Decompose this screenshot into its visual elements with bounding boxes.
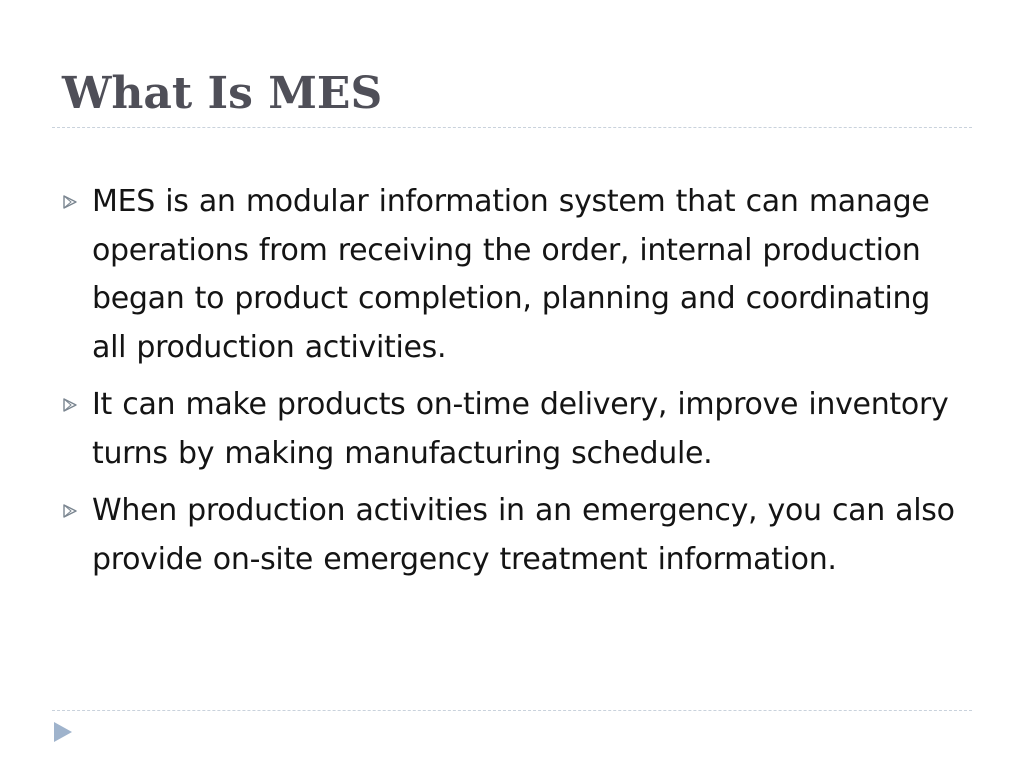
arrow-bullet-icon [62,381,84,430]
footer-divider [52,710,972,711]
slide-title: What Is MES [62,68,383,119]
play-arrow-icon[interactable] [52,720,74,744]
list-item [62,381,962,478]
bullet-text: When production activities in an emergency, you can also provide on-site emergency treatment information. [92,493,955,577]
title-divider [52,127,972,128]
list-item [62,487,962,584]
arrow-bullet-icon [62,178,84,227]
list-item [62,178,962,372]
bullet-text: MES is an modular information system that can manage operations from receiving the order, internal production began to product completion, planning and coordinating all production activities. [92,184,930,365]
bullet-text: It can make products on-time delivery, improve inventory turns by making manufacturing schedule. [92,387,949,471]
bullet-list [62,178,962,593]
arrow-bullet-icon [62,487,84,536]
